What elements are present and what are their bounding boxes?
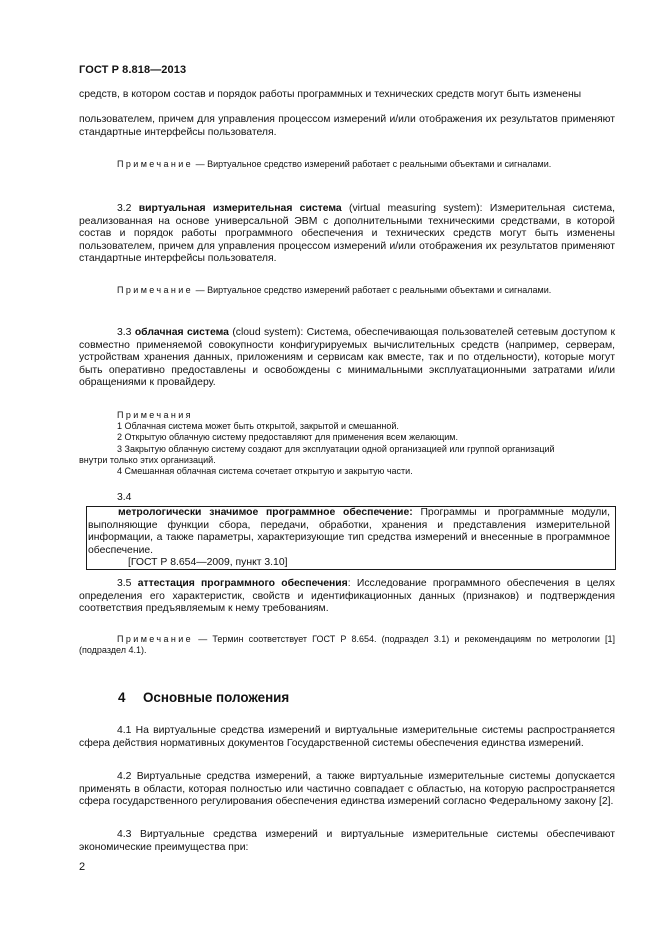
note-label: Примечание bbox=[117, 634, 194, 644]
paragraph-4-3: 4.3 Виртуальные средства измерений и виртуальные измерительные системы обеспечивают экономические преимущества при: bbox=[79, 829, 615, 853]
term-definition: : Система, обеспечивающая пользователей сетевым доступом к совместно применяемой совокупности конфигурируемых вычислительных средств (например, серверам, устройствам хранения данных, приложениям и сервисам как вместе, так и по отдельности), которые могут быть оперативно предоставлены и освобождены с минимальными эксплуатационными затратами и/или обращениями к провайдеру. bbox=[79, 327, 616, 389]
paragraph-4-2: 4.2 Виртуальные средства измерений, а также виртуальные измерительные системы допускается применять в области, которая полностью или частично совпадает с областью, на которую распространяется сфера государственного регулирования обеспечения единства измерений согласно Федеральному закону [2]. bbox=[79, 771, 615, 808]
term-3-4-reference: [ГОСТ Р 8.654—2009, пункт 3.10] bbox=[128, 557, 288, 568]
note-item: 3 Закрытую облачную систему создают для эксплуатации одной организацией или группой организаций bbox=[117, 443, 555, 454]
term-name: облачная система bbox=[134, 327, 229, 338]
note-1 bbox=[79, 159, 615, 170]
term-name: метрологически значимое программное обеспечение: bbox=[118, 507, 413, 518]
term-3-2 bbox=[79, 203, 615, 266]
term-3-3 bbox=[79, 327, 615, 390]
term-number: 3.2 bbox=[117, 203, 132, 214]
intro-line-2: пользователем, причем для управления процессом измерений и/или отображения их результатов применяют стандартные интерфейсы пользователя. bbox=[79, 114, 615, 138]
note-4 bbox=[79, 634, 615, 656]
paragraph-4-1: 4.1 На виртуальные средства измерений и виртуальные измерительные системы распространяется сфера действия нормативных документов Государственной системы обеспечения единства измерений. bbox=[79, 725, 615, 749]
note-label: Примечание bbox=[117, 159, 194, 169]
term-definition: : Исследование программного обеспечения в целях определения его характеристик, свойств и идентификационных данных (признаков) и подтверждения соответствия предъявляемым к нему требованиям. bbox=[79, 578, 616, 615]
note-item: 2 Открытую облачную систему предоставляют для применения всем желающим. bbox=[117, 432, 458, 443]
notes-label: Примечания bbox=[117, 410, 193, 420]
note-2 bbox=[79, 285, 615, 296]
note-text: — Термин соответствует ГОСТ Р 8.654. (подраздел 3.1) и рекомендациям по метрологии [1] (подраздел 4.1). bbox=[79, 634, 615, 656]
term-definition: Программы и программные модули, выполняющие функции сбора, передачи, обработки, хранения и представления измерительной информации, а также параметры, характеризующие тип средства измерений и внесенные в программное обеспечение. bbox=[88, 507, 610, 556]
page-number: 2 bbox=[79, 861, 86, 873]
term-english: (cloud system) bbox=[232, 327, 301, 338]
note-item: 1 Облачная система может быть открытой, закрытой и смешанной. bbox=[117, 421, 399, 432]
note-text: — Виртуальное средство измерений работает с реальными объектами и сигналами. bbox=[195, 159, 552, 169]
note-item: внутри только этих организаций. bbox=[79, 454, 216, 465]
section-heading bbox=[118, 690, 289, 705]
term-number: 3.5 bbox=[117, 578, 132, 589]
term-3-5 bbox=[79, 578, 615, 616]
term-name: аттестация программного обеспечения bbox=[137, 578, 348, 589]
term-number: 3.3 bbox=[117, 327, 132, 338]
document-header: ГОСТ Р 8.818—2013 bbox=[79, 64, 187, 76]
term-english: (virtual measuring system) bbox=[349, 203, 480, 214]
note-label: Примечание bbox=[117, 285, 194, 295]
term-3-4-number: 3.4 bbox=[117, 492, 132, 503]
section-number: 4 bbox=[118, 690, 126, 705]
note-item: 4 Смешанная облачная система сочетает открытую и закрытую части. bbox=[117, 466, 413, 477]
term-name: виртуальная измерительная система bbox=[138, 203, 342, 214]
notes-3 bbox=[79, 410, 615, 477]
intro-line-1: средств, в котором состав и порядок работы программных и технических средств могут быть изменены bbox=[79, 89, 582, 100]
term-definition: : Измерительная система, реализованная на основе универсальной ЭВМ с дополнительными техническими средствами, в которой состав и порядок работы программного обеспечения и технических средств могут быть изменены пользователем, причем для управления процессом измерений и/или отображения их результатов применяют стандартные интерфейсы пользователя. bbox=[79, 203, 616, 265]
section-title: Основные положения bbox=[143, 690, 290, 705]
note-text: — Виртуальное средство измерений работает с реальными объектами и сигналами. bbox=[195, 285, 552, 295]
term-3-4 bbox=[88, 507, 610, 557]
